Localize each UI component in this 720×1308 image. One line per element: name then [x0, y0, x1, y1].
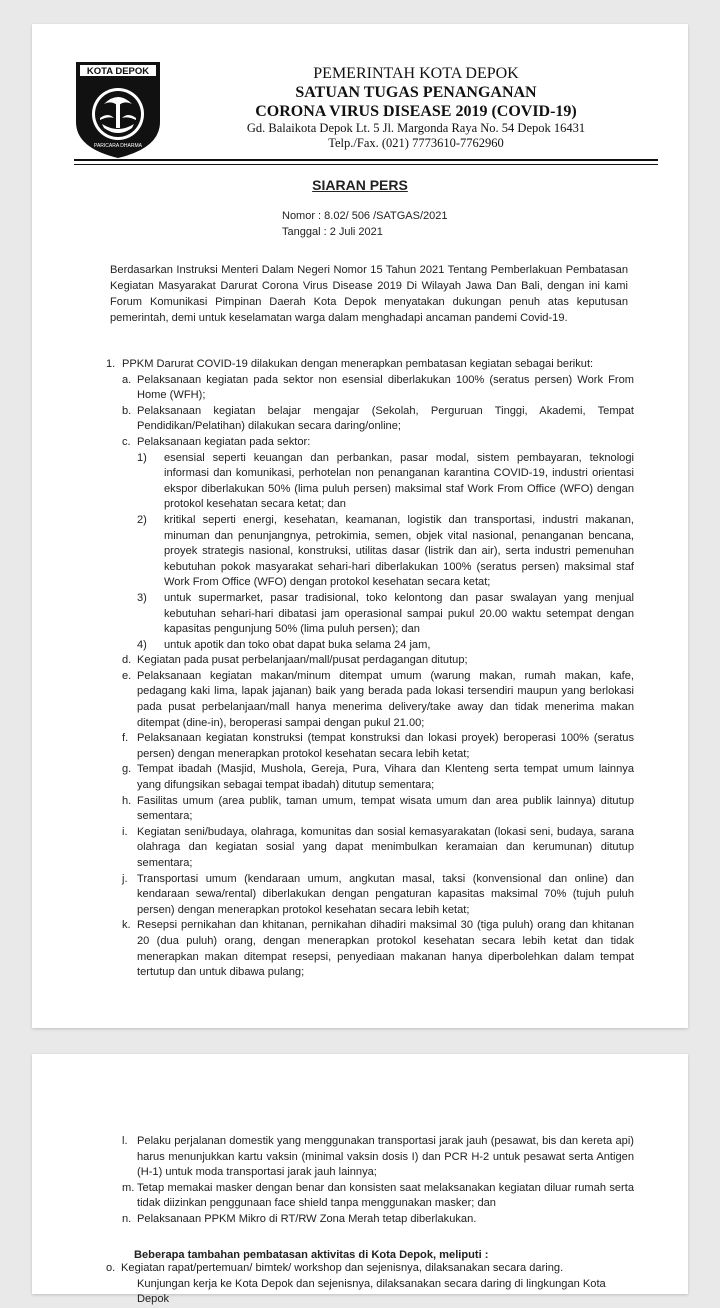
- list-text: Pelaksanaan kegiatan pada sektor non esensial diberlakukan 100% (seratus persen) Work From Home (WFH);: [137, 373, 634, 402]
- list-marker: 1): [137, 451, 147, 464]
- list-marker: k.: [122, 919, 131, 932]
- ppkm-list: [106, 357, 634, 981]
- header-rule-thick: [74, 159, 658, 161]
- list-item-m: [122, 1181, 634, 1212]
- list-item-f: [122, 731, 634, 762]
- list-text: Kegiatan seni/budaya, olahraga, komunitas dan sosial kemasyarakatan (lokasi seni, budaya, sarana olahraga dan kegiatan sosial yang dapat menimbulkan keramaian dan kerumunan) ditutup sementara;: [137, 825, 634, 869]
- list-text: kritikal seperti energi, kesehatan, keamanan, logistik dan transportasi, industri makanan, minuman dan penunjangnya, petrokimia, semen, objek vital nasional, penanganan bencana, proyek strategis nasional, konstruksi, utilitas dasar (listrik dan air), serta industri pemenuhan kebutuhan pokok masyarakat sehari-hari diberlakukan 100% (seratus persen) maksimal staf Work From Office (WFO) dengan protokol kesehatan secara ketat;: [164, 513, 634, 589]
- list-item-i: [122, 825, 634, 872]
- list-marker: 1.: [106, 358, 116, 370]
- list-item-n: [122, 1212, 634, 1228]
- ppkm-list-continued: [106, 1134, 634, 1228]
- additional-restrictions-heading: Beberapa tambahan pembatasan aktivitas di Kota Depok, meliputi :: [134, 1249, 489, 1261]
- list-text: Transportasi umum (kendaraan umum, angkutan masal, taksi (konvensional dan online) dan kendaraan sewa/rental) diberlakukan dengan pengaturan kapasitas maksimal 70% (tujuh puluh persen) dengan menerapkan protokol kesehatan secara lebih ketat;: [137, 872, 634, 916]
- svg-text:PARICARA DHARMA: PARICARA DHARMA: [94, 143, 142, 149]
- list-text: Kunjungan kerja ke Kota Depok dan sejenisnya, dilaksanakan secara daring di lingkungan Kota Depok: [137, 1277, 606, 1306]
- doc-meta: [282, 208, 448, 240]
- list-marker: i.: [122, 825, 128, 838]
- list-text: Pelaksanaan kegiatan konstruksi (tempat konstruksi dan lokasi proyek) beroperasi 100% (seratus persen) dengan menerapkan protokol kesehatan secara lebih ketat;: [137, 732, 634, 760]
- document-page-1: [32, 24, 688, 1028]
- svg-text:KOTA DEPOK: KOTA DEPOK: [86, 66, 150, 77]
- list-marker: b.: [122, 404, 132, 417]
- list-item-p-cut: [137, 1277, 636, 1306]
- list-item-c1: [137, 451, 634, 513]
- letterhead-address: Gd. Balaikota Depok Lt. 5 Jl. Margonda Raya No. 54 Depok 16431: [246, 121, 586, 135]
- list-text: Kegiatan rapat/pertemuan/ bimtek/ workshop dan sejenisnya, dilaksanakan secara daring.: [121, 1262, 564, 1274]
- list-item-h: [122, 794, 634, 825]
- list-marker: h.: [122, 794, 132, 807]
- list-text: Pelaku perjalanan domestik yang menggunakan transportasi jarak jauh (pesawat, bis dan kereta api) harus menunjukkan kartu vaksin (minimal vaksin dosis I) dan PCR H-2 untuk pesawat serta Antigen (H-1) untuk moda transportasi jarak jauh lainnya;: [137, 1135, 634, 1179]
- list-marker: 2): [137, 513, 147, 526]
- list-item-c4: [137, 638, 634, 654]
- list-item-c3: [137, 591, 634, 638]
- doc-number: Nomor : 8.02/ 506 /SATGAS/2021: [282, 210, 448, 222]
- list-text: Resepsi pernikahan dan khitanan, pernikahan dihadiri maksimal 30 (tiga puluh) orang dan khitanan 20 (dua puluh) orang, dengan menerapkan protokol kesehatan secara lebih ketat dan tidak menerapkan makan ditempat resepsi, penyediaan makanan hanya diperbolehkan dalam tempat tertutup dan untuk dibawa pulang;: [137, 919, 634, 979]
- list-item-o: [106, 1261, 636, 1277]
- list-text: Pelaksanaan kegiatan belajar mengajar (Sekolah, Perguruan Tinggi, Akademi, Tempat Pendidikan/Pelatihan) dilakukan secara daring/online;: [137, 404, 634, 433]
- list-text: Pelaksanaan kegiatan pada sektor:: [137, 435, 311, 448]
- list-marker: l.: [122, 1135, 128, 1147]
- list-marker: n.: [122, 1212, 132, 1225]
- list-item-b: [122, 404, 634, 435]
- letterhead: [236, 64, 596, 151]
- doc-title: SIARAN PERS: [312, 177, 408, 193]
- list-item-k: [122, 918, 634, 980]
- list-text: untuk supermarket, pasar tradisional, toko kelontong dan pasar swalayan yang menjual kebutuhan sehari-hari dibatasi jam operasional sampai pukul 20.00 waktu setempat dengan kapasitas pengunjung 50% (lima puluh persen); dan: [164, 591, 634, 636]
- list-item-c: [122, 435, 634, 451]
- list-text: Pelaksanaan PPKM Mikro di RT/RW Zona Merah tetap diberlakukan.: [137, 1212, 477, 1225]
- list-marker: j.: [122, 872, 128, 885]
- list-marker: 3): [137, 591, 147, 604]
- letterhead-phone: Telp./Fax. (021) 7773610-7762960: [328, 136, 504, 150]
- list-text: untuk apotik dan toko obat dapat buka selama 24 jam,: [164, 638, 431, 651]
- list-item-c2: [137, 513, 634, 591]
- list-item-d: [122, 653, 634, 669]
- document-page-2: [32, 1054, 688, 1306]
- list-text: Fasilitas umum (area publik, taman umum, tempat wisata umum dan area publik lainnya) ditutup sementara;: [137, 794, 634, 823]
- list-text: Tetap memakai masker dengan benar dan konsisten saat melaksanakan kegiatan diluar rumah serta tidak diizinkan penggunaan face shield tanpa menggunakan masker; dan: [137, 1181, 634, 1210]
- letterhead-line3: CORONA VIRUS DISEASE 2019 (COVID-19): [255, 103, 577, 120]
- list-text: esensial seperti keuangan dan perbankan, pasar modal, sistem pembayaran, teknologi informasi dan komunikasi, perhotelan non penanganan karantina COVID-19, industri orientasi ekspor diberlakukan 50% (lima puluh persen) maksimal staf Work From Office (WFO) dengan protokol kesehatan secara ketat; dan: [164, 451, 634, 511]
- list-item-a: [122, 373, 634, 404]
- kota-depok-emblem: [74, 60, 162, 160]
- list-text: PPKM Darurat COVID-19 dilakukan dengan menerapkan pembatasan kegiatan sebagai berikut:: [122, 358, 594, 370]
- list-marker: 4): [137, 638, 147, 651]
- list-marker: c.: [122, 435, 131, 448]
- list-marker: f.: [122, 732, 129, 745]
- header-rule-thin: [74, 164, 658, 165]
- list-item-j: [122, 872, 634, 919]
- list-item-l: [122, 1134, 634, 1181]
- list-item-e: [122, 669, 634, 731]
- letterhead-line1: PEMERINTAH KOTA DEPOK: [313, 65, 519, 82]
- list-marker: o.: [106, 1262, 116, 1274]
- list-text: Kegiatan pada pusat perbelanjaan/mall/pusat perdagangan ditutup;: [137, 654, 468, 667]
- list-text: Tempat ibadah (Masjid, Mushola, Gereja, Pura, Vihara dan Klenteng serta tempat umum lainnya yang difungsikan sebagai tempat ibadah) ditutup sementara;: [137, 763, 634, 792]
- list-marker: m.: [122, 1181, 135, 1194]
- letterhead-line2: SATUAN TUGAS PENANGANAN: [295, 84, 537, 101]
- list-marker: d.: [122, 654, 132, 667]
- list-item-g: [122, 762, 634, 793]
- list-item-1: [106, 357, 634, 373]
- intro-paragraph: Berdasarkan Instruksi Menteri Dalam Negeri Nomor 15 Tahun 2021 Tentang Pemberlakuan Pembatasan Kegiatan Masyarakat Darurat Corona Virus Disease 2019 Di Wilayah Jawa Dan Bali, dengan ini kami Forum Komunikasi Pimpinan Daerah Kota Depok menyatakan dukungan penuh atas keputusan pemerintah, demi untuk keselamatan warga dalam menghadapi ancaman pandemi Covid-19.: [110, 264, 628, 324]
- list-text: Pelaksanaan kegiatan makan/minum ditempat umum (warung makan, rumah makan, kafe, pedagang kaki lima, lapak jajanan) baik yang berada pada lokasi tersendiri maupun yang berlokasi pada pusat perbelanjaan/mall hanya menerima delivery/take away dan tidak menerima makan ditempat (dine-in), beroperasi sampai dengan pukul 21.00;: [137, 669, 634, 729]
- doc-date: Tanggal : 2 Juli 2021: [282, 226, 383, 238]
- list-marker: a.: [122, 373, 132, 386]
- list-marker: g.: [122, 763, 132, 776]
- list-marker: e.: [122, 669, 132, 682]
